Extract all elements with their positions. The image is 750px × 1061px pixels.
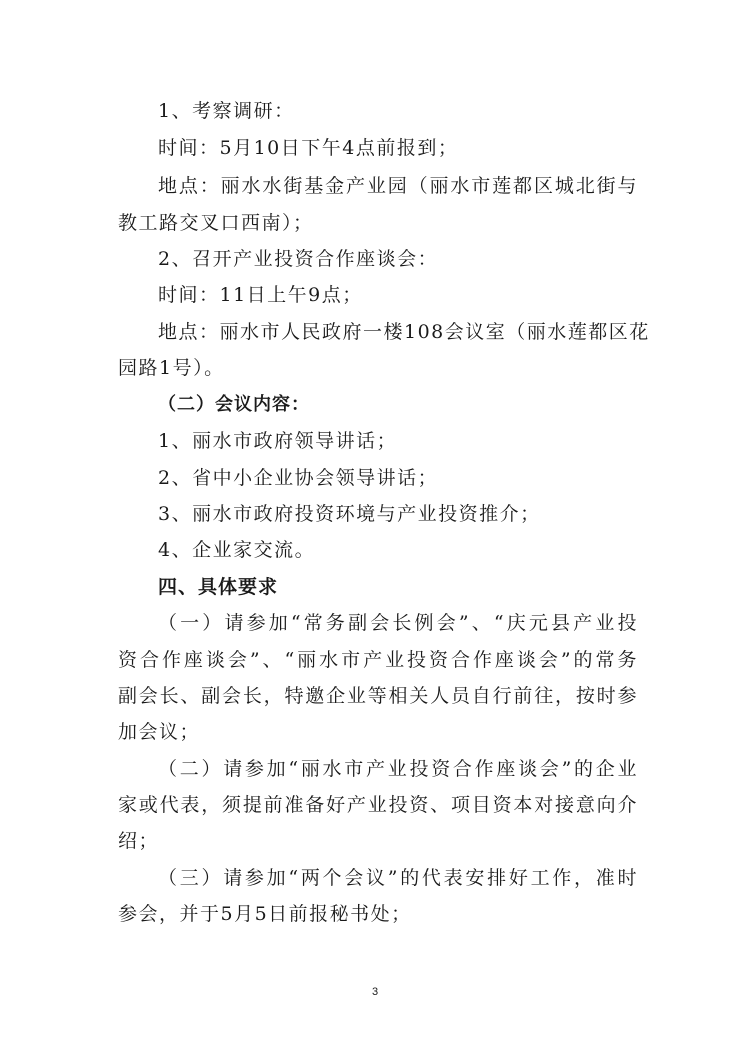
page-number: 3 xyxy=(371,986,379,998)
content-item-2: 2、省中小企业协会领导讲话； xyxy=(158,467,439,489)
section-meeting-content-heading: （二）会议内容： xyxy=(158,394,310,415)
requirement-3-line-1: （三）请参加“两个会议”的代表安排好工作，准时 xyxy=(158,867,638,889)
requirement-2-line-1: （二）请参加“丽水市产业投资合作座谈会”的企业 xyxy=(158,758,638,780)
requirement-1-line-3: 副会长、副会长，特邀企业等相关人员自行前往，按时参 xyxy=(118,685,638,707)
requirement-1-line-2: 资合作座谈会”、“丽水市产业投资合作座谈会”的常务 xyxy=(118,649,638,671)
content-item-4: 4、企业家交流。 xyxy=(158,539,316,561)
symposium-location-cont: 园路1号）。 xyxy=(118,357,225,379)
inspection-time: 时间：5月10日下午4点前报到； xyxy=(158,137,459,159)
item-inspection-heading: 1、考察调研： xyxy=(158,100,295,122)
content-item-1: 1、丽水市政府领导讲话； xyxy=(158,430,398,452)
inspection-location-cont: 教工路交叉口西南）； xyxy=(118,212,314,234)
content-item-3: 3、丽水市政府投资环境与产业投资推介； xyxy=(158,503,541,525)
requirement-3-line-2: 参会，并于5月5日前报秘书处； xyxy=(118,903,412,925)
requirement-2-line-2: 家或代表，须提前准备好产业投资、项目资本对接意向介 xyxy=(118,794,638,816)
requirement-1-line-4: 加会议； xyxy=(118,721,201,743)
item-symposium-heading: 2、召开产业投资合作座谈会： xyxy=(158,248,439,270)
inspection-location: 地点：丽水水街基金产业园（丽水市莲都区城北街与 xyxy=(158,175,638,197)
symposium-time: 时间：11日上午9点； xyxy=(158,284,363,306)
section-requirements-heading: 四、具体要求 xyxy=(158,576,279,598)
symposium-location: 地点：丽水市人民政府一楼108会议室（丽水莲都区花 xyxy=(158,321,650,343)
requirement-2-line-3: 绍； xyxy=(118,830,160,852)
requirement-1-line-1: （一）请参加“常务副会长例会”、“庆元县产业投 xyxy=(158,612,638,634)
